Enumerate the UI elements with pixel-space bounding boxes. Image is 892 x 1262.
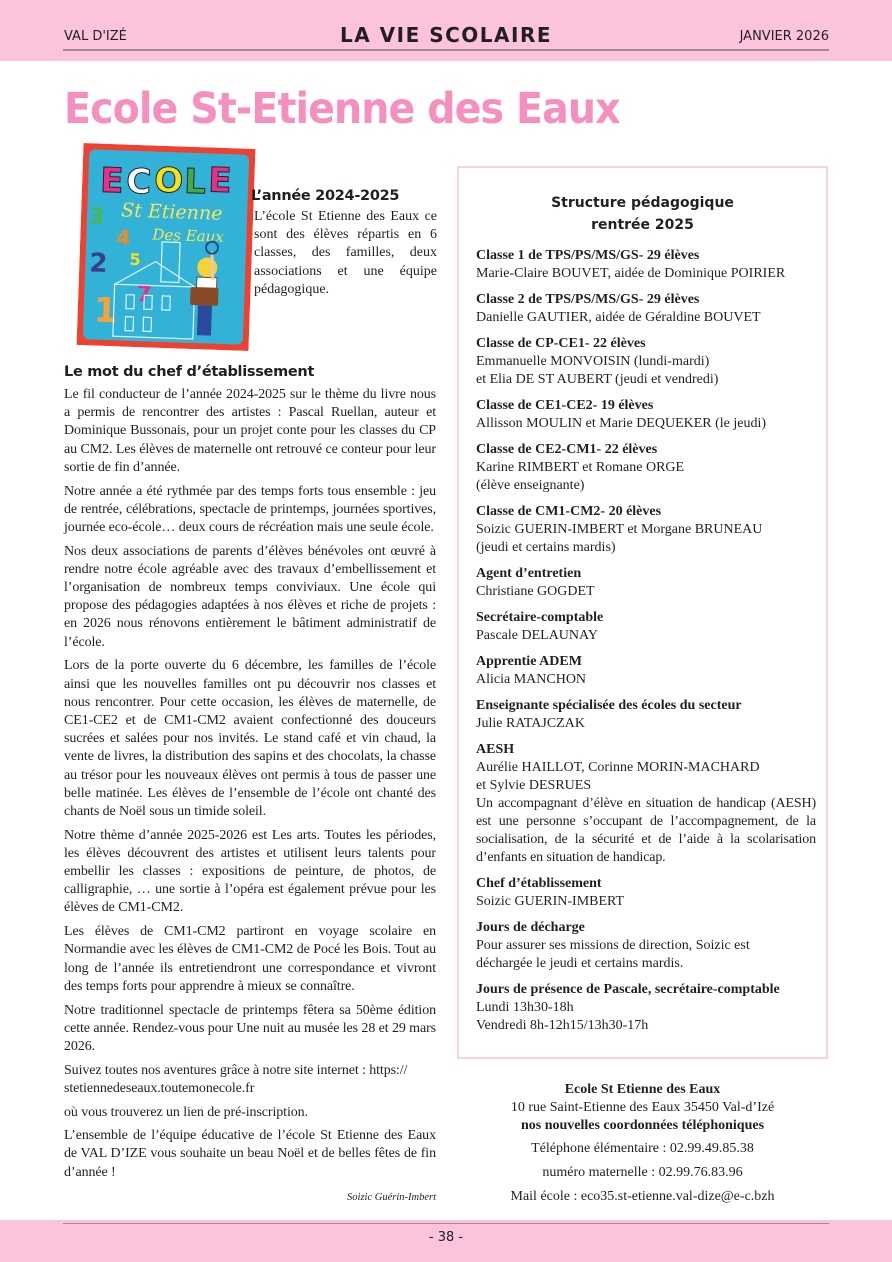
illustration-letter-e2: E bbox=[207, 160, 233, 202]
article-paragraph: Les élèves de CM1-CM2 partiront en voyage scolaire en Normandie avec les élèves de CM1-CM2 de Pocé les Bois. Tout au long de l’année ils entretiendront une correspondance et vivront des temps forts pour apprendre à mieux se connaître. bbox=[64, 924, 436, 994]
structure-item-role: Secrétaire-comptable bbox=[476, 610, 604, 625]
article-paragraph: Le fil conducteur de l’année 2024-2025 sur le thème du livre nous a permis de rencontrer des artistes : Pascal Ruellan, auteur et Dominique Bussonais, pour un projet conte pour les classes du CP au CM2. Les élèves de maternelle ont retrouvé ce conteur pour leur sortie de fin d’année. bbox=[64, 387, 436, 475]
structure-item-person: et Elia DE ST AUBERT (jeudi et vendredi) bbox=[476, 372, 719, 387]
website-paragraph bbox=[64, 1062, 436, 1098]
header-section-title: LA VIE SCOLAIRE bbox=[339, 23, 553, 47]
structure-item-person: Vendredi 8h-12h15/13h30-17h bbox=[476, 1018, 649, 1033]
structure-item-person: Soizic GUERIN-IMBERT bbox=[476, 894, 625, 909]
illustration-number-4: 4 bbox=[115, 225, 131, 250]
structure-item-role: Jours de présence de Pascale, secrétaire-comptable bbox=[476, 982, 780, 997]
structure-item-person: Emmanuelle MONVOISIN (lundi-mardi) bbox=[476, 354, 710, 369]
structure-item bbox=[476, 503, 816, 557]
structure-item-person: Karine RIMBERT et Romane ORGE bbox=[476, 460, 685, 475]
structure-item bbox=[476, 741, 816, 867]
intro-text: L’école St Etienne des Eaux ce sont des élèves répartis en 6 classes, des familles, deux associations et une équipe pédagogique. bbox=[254, 209, 437, 297]
article-paragraph: Lors de la porte ouverte du 6 décembre, les familles de l’école ainsi que les nouvelles familles ont pu découvrir nos classes et nous rencontrer. Pour cette occasion, les élèves de maternelle, de CE1-CE2 et de CM1-CM2 avaient confectionné des douceurs sucrées et salées pour nos invités. Le stand café et vin chaud, la vente de livres, la distribution des sapins et des chocolats, la chasse au trésor pour les nouveaux élèves ont permis à tous de passer une belle matinée. Les élèves de l’ensemble de l’école ont chanté des chants de Noël sous un timide soleil. bbox=[64, 658, 436, 819]
structure-item-person: Pour assurer ses missions de direction, Soizic est bbox=[476, 938, 750, 953]
website-intro: Suivez toutes nos aventures grâce à notre site internet : https:// bbox=[64, 1062, 408, 1078]
illustration-script-line2: Des Eaux bbox=[152, 225, 225, 247]
illustration-number-7: 7 bbox=[135, 282, 153, 308]
structure-item-role: Jours de décharge bbox=[476, 920, 585, 935]
structure-item-person: Julie RATAJCZAK bbox=[476, 716, 585, 731]
structure-item bbox=[476, 247, 816, 283]
structure-item-person: Soizic GUERIN-IMBERT et Morgane BRUNEAU bbox=[476, 522, 763, 537]
illustration-number-3: 3 bbox=[88, 204, 105, 230]
illustration-letter-o: O bbox=[153, 160, 184, 202]
structure-item bbox=[476, 565, 816, 601]
structure-list bbox=[476, 247, 816, 1035]
structure-item bbox=[476, 653, 816, 689]
contact-phone-elementary: Téléphone élémentaire : 02.99.49.85.38 bbox=[531, 1141, 754, 1156]
structure-item-person: Danielle GAUTIER, aidée de Géraldine BOUVET bbox=[476, 310, 761, 325]
structure-item bbox=[476, 875, 816, 911]
article-paragraph: Notre thème d’année 2025-2026 est Les arts. Toutes les périodes, les élèves découvrent des artistes et utilisent leurs talents pour embellir les classes : expositions de peinture, de photos, de calligraphie, … une sortie à l’opéra est également prévue pour les élèves de CM1-CM2. bbox=[64, 827, 436, 916]
article-paragraph: Nos deux associations de parents d’élèves bénévoles ont œuvré à rendre notre école agréable avec des travaux d’embellissement et l’organisation de nombreux temps conviviaux. Une école qui propose des pédagogies adaptées à nos élèves et riche de projets : en 2026 nous rénovons entièrement le bâtiment administratif de l’école. bbox=[64, 543, 436, 650]
structure-item-role: Classe de CP-CE1- 22 élèves bbox=[476, 336, 646, 351]
structure-item-person: Marie-Claire BOUVET, aidée de Dominique POIRIER bbox=[476, 266, 786, 281]
contact-address: 10 rue Saint-Etienne des Eaux 35450 Val-d’Izé bbox=[510, 1100, 775, 1115]
structure-item-person: Lundi 13h30-18h bbox=[476, 1000, 574, 1015]
structure-item-role: Classe de CM1-CM2- 20 élèves bbox=[476, 504, 662, 519]
illustration-letter-l: L bbox=[183, 161, 207, 203]
signature: Soizic Guérin-Imbert bbox=[347, 1191, 436, 1203]
footer-divider bbox=[63, 1223, 829, 1224]
header-band bbox=[0, 0, 892, 61]
structure-item bbox=[476, 697, 816, 733]
structure-item-role: Classe de CE2-CM1- 22 élèves bbox=[476, 442, 658, 457]
structure-item-role: Agent d’entretien bbox=[476, 566, 582, 581]
structure-item bbox=[476, 441, 816, 495]
structure-item bbox=[476, 397, 816, 433]
structure-item-person: Pascale DELAUNAY bbox=[476, 628, 598, 643]
website-link[interactable]: stetiennedeseaux.toutemonecole.fr bbox=[64, 1080, 255, 1096]
structure-item-role: Chef d’établissement bbox=[476, 876, 602, 891]
structure-item-role: Classe 2 de TPS/PS/MS/GS- 29 élèves bbox=[476, 292, 700, 307]
preinscription-text: où vous trouverez un lien de pré-inscription. bbox=[64, 1104, 308, 1120]
structure-item-person: Allisson MOULIN et Marie DEQUEKER (le jeudi) bbox=[476, 416, 767, 431]
structure-item-role: Enseignante spécialisée des écoles du secteur bbox=[476, 698, 742, 713]
structure-item-role: Apprentie ADEM bbox=[476, 654, 582, 669]
structure-box bbox=[457, 166, 828, 1059]
illustration-number-2: 2 bbox=[88, 248, 108, 279]
header-divider bbox=[63, 49, 829, 51]
structure-item bbox=[476, 981, 816, 1035]
structure-item-person: déchargée le jeudi et certains mardis. bbox=[476, 956, 684, 971]
structure-item-person: (élève enseignante) bbox=[476, 478, 585, 493]
structure-item bbox=[476, 291, 816, 327]
structure-item-role: AESH bbox=[476, 742, 515, 757]
structure-title-line1: Structure pédagogique bbox=[551, 195, 734, 211]
contact-email[interactable]: Mail école : eco35.st-etienne.val-dize@e-c.bzh bbox=[510, 1189, 775, 1204]
page-title: Ecole St-Etienne des Eaux bbox=[64, 84, 620, 134]
structure-item-role: Classe de CE1-CE2- 19 élèves bbox=[476, 398, 654, 413]
school-illustration bbox=[77, 143, 256, 351]
contact-block bbox=[457, 1081, 828, 1207]
article bbox=[64, 364, 436, 1203]
structure-item-role: Classe 1 de TPS/PS/MS/GS- 29 élèves bbox=[476, 248, 700, 263]
structure-item-person: et Sylvie DESRUES bbox=[476, 778, 592, 793]
structure-title bbox=[459, 192, 826, 236]
article-paragraph: Notre traditionnel spectacle de printemps fêtera sa 50ème édition cette année. Rendez-vous pour Une nuit au musée les 28 et 29 mars 2026. bbox=[64, 1002, 436, 1054]
structure-item-person: Christiane GOGDET bbox=[476, 584, 595, 599]
contact-school-name: Ecole St Etienne des Eaux bbox=[564, 1082, 721, 1097]
illustration-letter-c: C bbox=[125, 161, 152, 203]
illustration-number-1: 1 bbox=[93, 290, 119, 332]
footer-band bbox=[0, 1220, 892, 1262]
structure-item-person: Alicia MANCHON bbox=[476, 672, 587, 687]
structure-item bbox=[476, 335, 816, 389]
structure-item-description: Un accompagnant d’élève en situation de handicap (AESH) est une personne s’occupant de l’accompagnement, de la socialisation, de la sécurité et de l’aide à la scolarisation d’enfants en situation de handicap. bbox=[476, 796, 816, 865]
structure-item bbox=[476, 609, 816, 645]
closing-text: L’ensemble de l’équipe éducative de l’école St Etienne des Eaux de VAL D’IZE vous souhaite un beau Noël et de belles fêtes de fin d’année ! bbox=[64, 1128, 436, 1180]
header-date: JANVIER 2026 bbox=[739, 29, 829, 44]
header-town: VAL D'IZÉ bbox=[64, 29, 127, 44]
structure-item-person: Aurélie HAILLOT, Corinne MORIN-MACHARD bbox=[476, 760, 760, 775]
illustration-letter-e: E bbox=[99, 160, 125, 202]
contact-phone-maternelle: numéro maternelle : 02.99.76.83.96 bbox=[542, 1165, 743, 1180]
article-paragraph: Notre année a été rythmée par des temps forts tous ensemble : jeu de rentrée, célébrations, spectacle de printemps, journées sportives, journée eco-école… deux cours de récréation mais une seule école. bbox=[64, 483, 436, 535]
illustration-script-line1: St Etienne bbox=[120, 199, 223, 225]
structure-item-person: (jeudi et certains mardis) bbox=[476, 540, 616, 555]
article-title: Le mot du chef d’établissement bbox=[64, 364, 315, 380]
structure-title-line2: rentrée 2025 bbox=[591, 217, 694, 233]
structure-item bbox=[476, 919, 816, 973]
contact-phones-heading: nos nouvelles coordonnées téléphoniques bbox=[520, 1118, 765, 1133]
intro-title: L’année 2024-2025 bbox=[251, 188, 400, 204]
illustration-number-5: 5 bbox=[129, 249, 142, 270]
page-number: - 38 - bbox=[428, 1230, 464, 1245]
intro-block bbox=[251, 188, 437, 299]
